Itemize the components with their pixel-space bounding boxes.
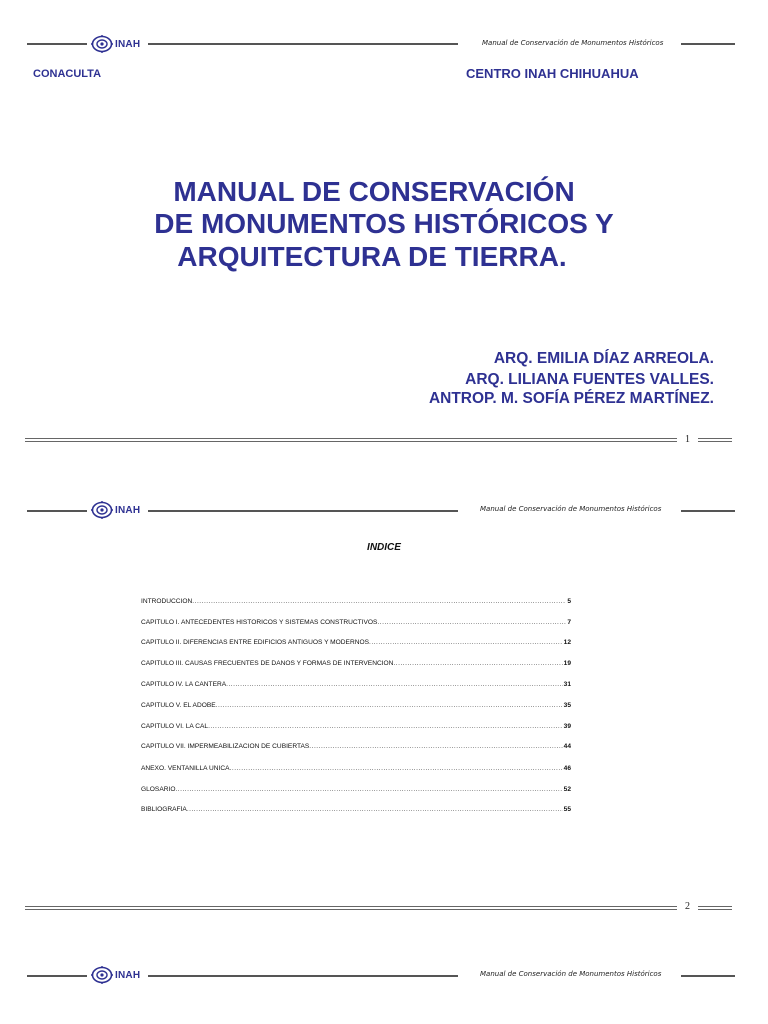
footer-rule-left [25, 906, 677, 910]
toc-entry-page: 35 [563, 702, 571, 709]
toc-entry-title: ANEXO. VENTANILLA ÚNICA [141, 765, 230, 772]
toc-entry-page: 39 [563, 723, 571, 730]
running-title: Manual de Conservación de Monumentos Históricos [482, 39, 664, 47]
toc-entry-page: 31 [563, 681, 571, 688]
toc-leader [208, 723, 563, 730]
title-line-1: MANUAL DE CONSERVACIÓN [173, 176, 575, 207]
org-right: CENTRO INAH CHIHUAHUA [466, 66, 639, 81]
inah-emblem-icon [91, 501, 113, 519]
toc-entry [141, 619, 571, 631]
toc-entry-page: 12 [563, 639, 571, 646]
running-title: Manual de Conservación de Monumentos Históricos [480, 970, 662, 978]
toc-leader [175, 786, 562, 793]
toc-entry-page: 52 [563, 786, 571, 793]
toc-entry-title: CAPÍTULO VII. IMPERMEABILIZACIÓN DE CUBIERTAS [141, 743, 310, 750]
toc-entry-title: CAPÍTULO IV. LA CANTERA [141, 681, 227, 688]
toc-entry [141, 660, 571, 672]
toc-leader [226, 681, 563, 688]
header-rule-middle [148, 510, 458, 512]
toc-leader [369, 639, 563, 646]
index-heading: INDICE [367, 542, 401, 553]
toc-leader [230, 765, 563, 772]
toc-entry-page: 5 [567, 598, 571, 605]
toc-entry [141, 598, 571, 610]
toc-leader [192, 598, 566, 605]
title-line-3: ARQUITECTURA DE TIERRA. [177, 241, 567, 272]
footer-rule-right [698, 906, 732, 910]
logo-text: INAH [115, 38, 141, 50]
toc-entry [141, 639, 571, 651]
toc-entry-title: GLOSARIO [141, 786, 176, 793]
toc-leader [309, 743, 562, 750]
header-rule-middle [148, 975, 458, 977]
toc-entry [141, 702, 571, 714]
toc-entry [141, 743, 571, 755]
header-rule-left [27, 510, 87, 512]
inah-logo [91, 501, 140, 519]
toc-entry-page: 7 [567, 619, 571, 626]
toc-entry-title: CAPÍTULO II. DIFERENCIAS ENTRE EDIFICIOS ANTIGUOS Y MODERNOS [141, 639, 370, 646]
toc-entry-title: CAPÍTULO V. EL ADOBE [141, 702, 216, 709]
toc-entry-title: INTRODUCCIÓN [141, 598, 193, 605]
toc-leader [377, 619, 566, 626]
toc-entry [141, 786, 571, 798]
page-number-1: 1 [685, 434, 690, 445]
logo-text: INAH [115, 969, 141, 981]
inah-logo [91, 35, 140, 53]
footer-rule-left [25, 438, 677, 442]
toc-leader [216, 702, 563, 709]
toc-leader [187, 806, 563, 813]
header-rule-right [681, 510, 735, 512]
toc-entry-title: CAPÍTULO I. ANTECEDENTES HISTÓRICOS Y SISTEMAS CONSTRUCTIVOS [141, 619, 378, 626]
org-left: CONACULTA [33, 68, 102, 80]
toc-entry [141, 681, 571, 693]
header-rule-left [27, 43, 87, 45]
inah-logo [91, 966, 140, 984]
toc-entry [141, 723, 571, 735]
inah-emblem-icon [91, 966, 113, 984]
header-rule-right [681, 43, 735, 45]
page-number-2: 2 [685, 901, 690, 912]
toc-entry-title: CAPÍTULO III. CAUSAS FRECUENTES DE DAÑOS Y FORMAS DE INTERVENCIÓN [141, 660, 394, 667]
header-rule-middle [148, 43, 458, 45]
toc-entry-page: 46 [563, 765, 571, 772]
author-1: ARQ. EMILIA DÍAZ ARREOLA. [493, 350, 714, 367]
toc-entry-page: 55 [563, 806, 571, 813]
toc-entry-page: 44 [563, 743, 571, 750]
toc-entry [141, 806, 571, 818]
logo-text: INAH [115, 504, 141, 516]
inah-emblem-icon [91, 35, 113, 53]
toc-entry-page: 19 [563, 660, 571, 667]
footer-rule-right [698, 438, 732, 442]
running-title: Manual de Conservación de Monumentos Históricos [480, 505, 662, 513]
toc-entry-title: CAPÍTULO VI. LA CAL [141, 723, 209, 730]
author-3: ANTROP. M. SOFÍA PÉREZ MARTÍNEZ. [428, 390, 714, 407]
header-rule-left [27, 975, 87, 977]
toc-leader [393, 660, 562, 667]
title-line-2: DE MONUMENTOS HISTÓRICOS Y [154, 208, 614, 239]
toc-entry [141, 765, 571, 777]
author-2: ARQ. LILIANA FUENTES VALLES. [465, 371, 714, 388]
header-rule-right [681, 975, 735, 977]
toc-entry-title: BIBLIOGRAFÍA [141, 806, 187, 813]
